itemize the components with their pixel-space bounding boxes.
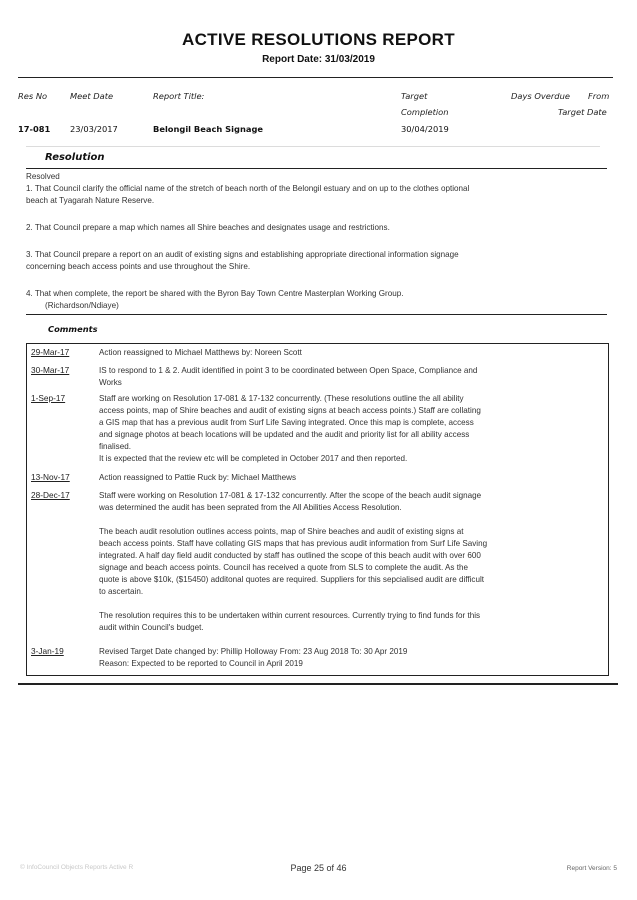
comment-text: Staff are working on Resolution 17-081 & 17-132 concurrently. (These resolutions outline the all ability access points, map of Shire beaches and audit of existing signs at beach access points.) Staff are collating a GIS map that has a previous audit from Surf Life Saving integrated. Once this map is complete, access and signage photos at beach locations will be updated and the audit and priority list for all ability access finalised. It is expected that the review etc will be completed in October 2017 and then reported. [99, 394, 481, 463]
resolution-heading: Resolution [45, 152, 105, 163]
resolution-point-2: 2. That Council prepare a map which names all Shire beaches and designates usage and restrictions. [26, 223, 390, 232]
column-report-title: Report Title: [153, 91, 205, 101]
resolution-point-3-line-2: concerning beach access points and use throughout the Shire. [26, 262, 251, 271]
resolution-point-4-line-1: 4. That when complete, the report be shared with the Byron Bay Town Centre Masterplan Working Group. [26, 289, 404, 298]
comment-date: 13-Nov-17 [31, 472, 70, 482]
column-target-line2: Completion [401, 107, 449, 117]
report-version: Report Version: 5 [566, 865, 617, 872]
comment-date: 29-Mar-17 [31, 347, 70, 357]
column-from-line2: Target Date [558, 107, 607, 117]
report-date: Report Date: 31/03/2019 [262, 54, 375, 65]
page-number: Page 25 of 46 [290, 863, 347, 873]
header-divider [18, 77, 613, 78]
column-from-line1: From [588, 91, 610, 101]
resolution-resolved: Resolved [26, 172, 60, 181]
resolution-point-1-line-2: beach at Tyagarah Nature Reserve. [26, 196, 155, 205]
record-res-no: 17-081 [18, 124, 51, 134]
resolution-end-divider [26, 314, 607, 315]
column-days-overdue: Days Overdue [511, 91, 570, 101]
column-target-line1: Target [401, 91, 428, 101]
resolution-point-1-line-1: 1. That Council clarify the official name of the stretch of beach north of the Belongil estuary and on up to the clothes optional [26, 184, 470, 193]
record-end-divider [18, 683, 618, 685]
resolution-mover-seconder: (Richardson/Ndiaye) [45, 301, 119, 310]
record-divider [26, 146, 600, 147]
resolution-divider [26, 168, 607, 169]
footer-watermark: © InfoCouncil Objects Reports Active R [20, 864, 134, 871]
comment-date: 28-Dec-17 [31, 490, 70, 500]
column-res-no: Res No [18, 91, 48, 101]
comment-text: Revised Target Date changed by: Phillip Holloway From: 23 Aug 2018 To: 30 Apr 2019 Reason: Expected to be reported to Council in April 2019 [99, 647, 408, 668]
resolution-point-3-line-1: 3. That Council prepare a report on an audit of existing signs and establishing appropriate directional information signage [26, 250, 459, 259]
comment-date: 3-Jan-19 [31, 646, 64, 656]
record-report-title: Belongil Beach Signage [153, 124, 264, 134]
record-target-completion: 30/04/2019 [401, 124, 449, 134]
comment-text: Action reassigned to Michael Matthews by: Noreen Scott [99, 348, 302, 357]
comments-heading: Comments [48, 324, 98, 334]
comment-text: IS to respond to 1 & 2. Audit identified in point 3 to be coordinated between Open Space, Compliance and Works [99, 366, 478, 387]
comment-date: 30-Mar-17 [31, 365, 70, 375]
comment-text: Staff were working on Resolution 17-081 & 17-132 concurrently. After the scope of the beach audit signage was determined the audit has been seprated from the All Abilities Access Resolution. The beach audit resolution outlines access points, map of Shire beaches and audit of existing signs at beach access points. Staff have collating GIS maps that has previous audit information from Surf Life Saving integrated. A half day field audit conducted by staff has outlined the scope of this beach audit with over 600 signage and beach access points. Council has received a quote from SLS to complete the audit. As the quote is above $10k, ($15450) additonal quotes are required. Suppliers for this sepcialised audit are difficult to ascertain. The resolution requires this to be undertaken within current resources. Currently trying to find funds for this audit within Council's budget. [99, 491, 488, 632]
comment-text: Action reassigned to Pattie Ruck by: Michael Matthews [99, 473, 297, 482]
column-meet-date: Meet Date [70, 91, 114, 101]
comment-date: 1-Sep-17 [31, 393, 66, 403]
record-meet-date: 23/03/2017 [70, 124, 118, 134]
report-title: ACTIVE RESOLUTIONS REPORT [182, 30, 455, 49]
